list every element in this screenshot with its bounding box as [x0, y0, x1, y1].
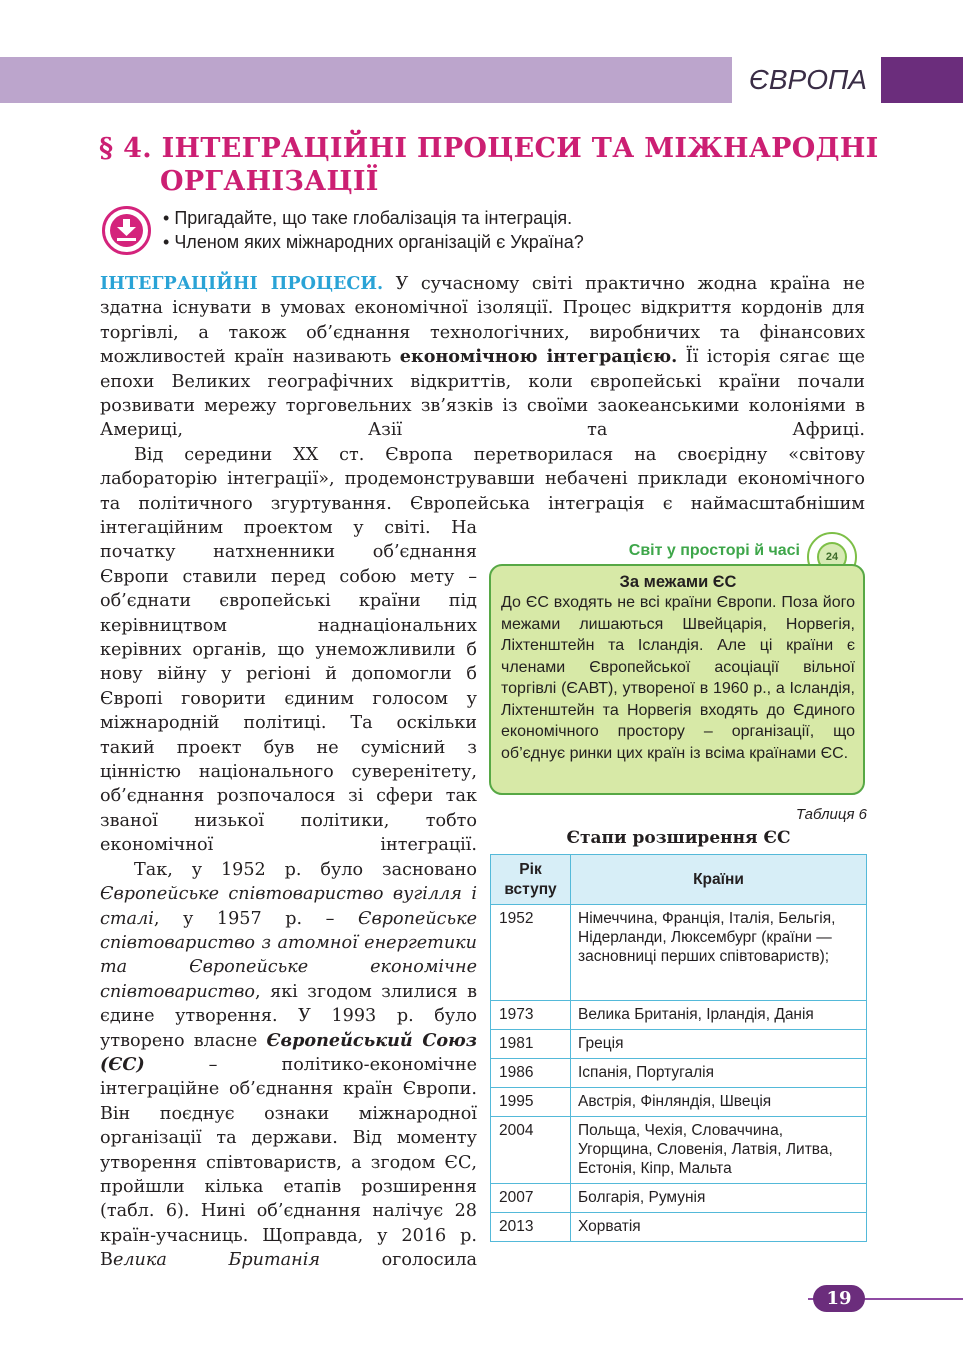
- table-row: [491, 1030, 867, 1059]
- countries-cell: Німеччина, Франція, Італія, Бельгія, Нідерланди, Люксембург (країни — засновниці перших співтовариств);: [571, 905, 867, 1001]
- table-row: [491, 1184, 867, 1213]
- year-cell: 2007: [491, 1184, 571, 1213]
- sidebar-title: За межами ЄС: [619, 573, 737, 591]
- countries-cell: Болгарія, Румунія: [571, 1184, 867, 1213]
- section-title-line1: § 4. ІНТЕГРАЦІЙНІ ПРОЦЕСИ ТА МІЖНАРОДНІ: [99, 133, 879, 164]
- countries-cell: Хорватія: [571, 1213, 867, 1242]
- table-row: [491, 1213, 867, 1242]
- recall-question: • Пригадайте, що таке глобалізація та інтеграція.: [163, 206, 584, 230]
- paragraph-eu-history: Так, у 1952 р. було засновано Європейське співтовариство вугілля і сталі, у 1957 р. – Європейське співтовариство з атомної енергетики та Європейське економічне співтовариство, які згодом злилися в єдине утворення. У 1993 р. було утворено власне Європейський Союз (ЄС) – політико-економічне інтеграційне об’єднання країн Європи. Він поєднує ознаки міжнародної організації та держави. Від моменту утворення співтовариств, а згодом ЄС, пройшли кілька етапів розширення (табл. 6). Нині об’єднання налічує 28 країн-учасниць. Щоправда, у 2016 р. Велика Британія оголосила: [100, 859, 478, 1271]
- year-cell: 2004: [491, 1117, 571, 1184]
- year-cell: 1981: [491, 1030, 571, 1059]
- table-row: [491, 905, 867, 1001]
- org-name: Європейське співтовариство вугілля і сталі: [100, 884, 477, 929]
- paragraph-europe-lab: Від середини ХХ ст. Європа перетворилася на своєрідну «світову лабораторію інтеграції», продемонструвавши небачені приклади економічного та політичного згуртування. Європейська інтеграція є наймасштабнішим: [100, 444, 865, 514]
- table-row: [491, 1088, 867, 1117]
- header-band: [0, 57, 732, 103]
- table-label: Таблиця 6: [795, 806, 867, 823]
- header-color-block: [881, 57, 963, 103]
- body-left-column: [100, 516, 477, 1273]
- paragraph-integration: ІНТЕГРАЦІЙНІ ПРОЦЕСИ. У сучасному світі практично жодна країна не здатна існувати в умовах економічної ізоляції. Процес відкриття кордонів для торгівлі, а також об’єднання технологічних, виробничих та фінансових можливостей країн називають економічною інтеграцією. Її історія сягає ще епохи Великих географічних відкриттів, коли європейські країни почали розвивати мережу торговельних зв’язків із своїми заокеанськими колоніями в Америці, Азії та Африці.: [100, 273, 865, 441]
- sidebar-text: До ЄС входять не всі країни Європи. Поза його межами лишаються Швейцарія, Норвегія, Ліхтенштейн та Ісландія. Але ці країни є членами Європейської асоціації вільної торгівлі (ЄАВТ), утвореної в 1960 р., а Ісландія, Ліхтенштейн та Норвегія входять до Єдиного економічного простору – організації, що об’єднує ринки цих країн із всіма країнами ЄС.: [501, 594, 855, 762]
- column-header-countries: Країни: [571, 855, 867, 905]
- eu-enlargement-table: [490, 854, 867, 1242]
- column-header-year: Рік вступу: [491, 855, 571, 905]
- year-cell: 1952: [491, 905, 571, 1001]
- table-row: [491, 1117, 867, 1184]
- table-title: Єтапи розширення ЄС: [566, 828, 791, 848]
- table-row: [491, 1059, 867, 1088]
- key-term: економічною інтеграцією.: [399, 346, 678, 368]
- sidebar-label: Світ у просторі й часі: [628, 542, 800, 559]
- section-title: [99, 132, 899, 198]
- year-cell: 1973: [491, 1001, 571, 1030]
- countries-cell: Греція: [571, 1030, 867, 1059]
- table-row: [491, 1001, 867, 1030]
- year-cell: 1995: [491, 1088, 571, 1117]
- table-header-row: [491, 855, 867, 905]
- paragraph-europe-lab-cont: інтегаційним проектом у світі. На початку натхненники об’єднання Європи ставили перед собою мету – об’єднати європейські країни під керівництвом наднаціональних керівних органів, що унеможливили б нову війну у регіоні й допомогли б Європі говорити єдиним голосом у міжнародній політиці. Та оскільки такий проект був не сумісний з цінністю національного суверенітету, об’єднання розпочалося зі сфери так званої низької політики, тобто економічної інтеграції.: [100, 518, 477, 856]
- countries-cell: Іспанія, Португалія: [571, 1059, 867, 1088]
- recall-question: • Членом яких міжнародних організацій є Україна?: [163, 230, 584, 254]
- sidebar-icon-number: 24: [817, 542, 847, 572]
- download-arrow-icon: [102, 206, 151, 255]
- country-name: елика Британія: [112, 1250, 321, 1271]
- org-name-eu: Європейський Союз (ЄС): [100, 1029, 477, 1075]
- countries-cell: Польща, Чехія, Словаччина, Угорщина, Словенія, Латвія, Литва, Естонія, Кіпр, Мальта: [571, 1117, 867, 1184]
- recall-questions: [163, 206, 584, 254]
- year-cell: 2013: [491, 1213, 571, 1242]
- section-title-line2: ОРГАНІЗАЦІЇ: [160, 166, 379, 197]
- page-number: 19: [813, 1285, 865, 1312]
- sidebar-box: [489, 564, 865, 795]
- paragraph-heading: ІНТЕГРАЦІЙНІ ПРОЦЕСИ.: [100, 273, 384, 294]
- countries-cell: Велика Британія, Ірландія, Данія: [571, 1001, 867, 1030]
- region-label: ЄВРОПА: [749, 64, 867, 95]
- countries-cell: Австрія, Фінляндія, Швеція: [571, 1088, 867, 1117]
- year-cell: 1986: [491, 1059, 571, 1088]
- body-intro: [100, 272, 865, 516]
- org-name: Європейське співтовариство з атомної енергетики та Європейське економічне співтовариство: [100, 908, 477, 1002]
